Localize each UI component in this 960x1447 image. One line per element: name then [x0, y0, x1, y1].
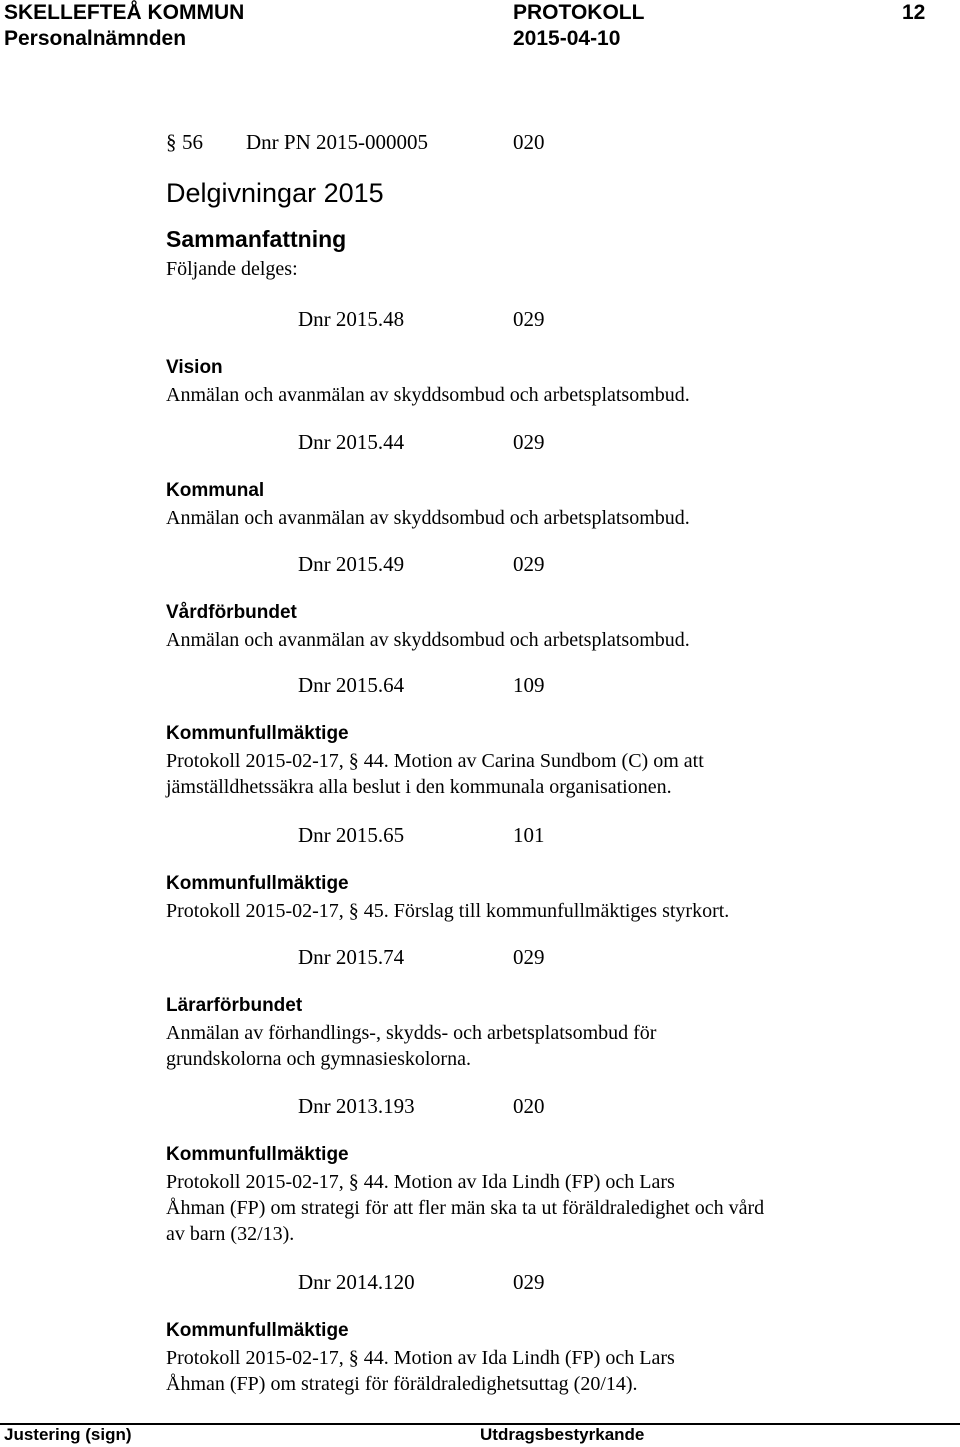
item-code: 029 [513, 552, 545, 576]
item-text-line: Protokoll 2015-02-17, § 44. Motion av Ida Lindh (FP) och Lars [166, 1171, 675, 1193]
item-text-line: Anmälan av förhandlings-, skydds- och arbetsplatsombud för [166, 1022, 657, 1044]
item-text-line: Åhman (FP) om strategi för att fler män ska ta ut föräldraledighet och vård [166, 1197, 765, 1219]
item-text-line: jämställdhetssäkra alla beslut i den kommunala organisationen. [166, 776, 672, 798]
header-doc-type: PROTOKOLL [513, 1, 645, 24]
item-text-line: Protokoll 2015-02-17, § 44. Motion av Carina Sundbom (C) om att [166, 750, 704, 772]
item-organization: Kommunal [166, 480, 265, 501]
item-code: 029 [513, 1270, 545, 1294]
summary-heading: Sammanfattning [166, 226, 347, 252]
item-organization: Kommunfullmäktige [166, 873, 349, 894]
intro-text: Följande delges: [166, 258, 298, 280]
paragraph-code: 020 [513, 130, 545, 154]
item-code: 029 [513, 307, 545, 331]
item-organization: Kommunfullmäktige [166, 723, 349, 744]
item-dnr: Dnr 2015.65 [298, 823, 405, 847]
item-dnr: Dnr 2015.64 [298, 673, 405, 697]
item-organization: Vårdförbundet [166, 602, 297, 623]
paragraph-dnr: Dnr PN 2015-000005 [246, 130, 428, 154]
page-title: Delgivningar 2015 [166, 178, 384, 208]
paragraph-symbol: § [166, 130, 177, 154]
item-organization: Vision [166, 357, 223, 378]
item-dnr: Dnr 2015.48 [298, 307, 405, 331]
item-code: 029 [513, 430, 545, 454]
item-text-line: Åhman (FP) om strategi för föräldraledighetsuttag (20/14). [166, 1373, 638, 1395]
item-text-line: av barn (32/13). [166, 1223, 295, 1245]
header-page-number: 12 [902, 1, 926, 24]
item-code: 101 [513, 823, 545, 847]
item-text-line: Anmälan och avanmälan av skyddsombud och arbetsplatsombud. [166, 629, 690, 651]
item-text-line: Protokoll 2015-02-17, § 45. Förslag till kommunfullmäktiges styrkort. [166, 900, 730, 922]
item-dnr: Dnr 2013.193 [298, 1094, 415, 1118]
item-organization: Kommunfullmäktige [166, 1144, 349, 1165]
header-committee: Personalnämnden [4, 27, 187, 50]
item-code: 020 [513, 1094, 545, 1118]
footer-signature-label: Justering (sign) [4, 1425, 132, 1444]
item-dnr: Dnr 2015.49 [298, 552, 405, 576]
item-text-line: Anmälan och avanmälan av skyddsombud och arbetsplatsombud. [166, 507, 690, 529]
item-code: 029 [513, 945, 545, 969]
item-dnr: Dnr 2015.74 [298, 945, 405, 969]
item-text-line: Anmälan och avanmälan av skyddsombud och arbetsplatsombud. [166, 384, 690, 406]
item-code: 109 [513, 673, 545, 697]
item-text-line: grundskolorna och gymnasieskolorna. [166, 1048, 471, 1070]
item-text-line: Protokoll 2015-02-17, § 44. Motion av Ida Lindh (FP) och Lars [166, 1347, 675, 1369]
paragraph-number: 56 [182, 130, 203, 154]
item-dnr: Dnr 2014.120 [298, 1270, 415, 1294]
item-dnr: Dnr 2015.44 [298, 430, 405, 454]
item-organization: Kommunfullmäktige [166, 1320, 349, 1341]
header-date: 2015-04-10 [513, 27, 621, 50]
footer-extract-label: Utdragsbestyrkande [480, 1425, 645, 1444]
item-organization: Lärarförbundet [166, 995, 303, 1016]
header-org: SKELLEFTEÅ KOMMUN [4, 1, 245, 24]
